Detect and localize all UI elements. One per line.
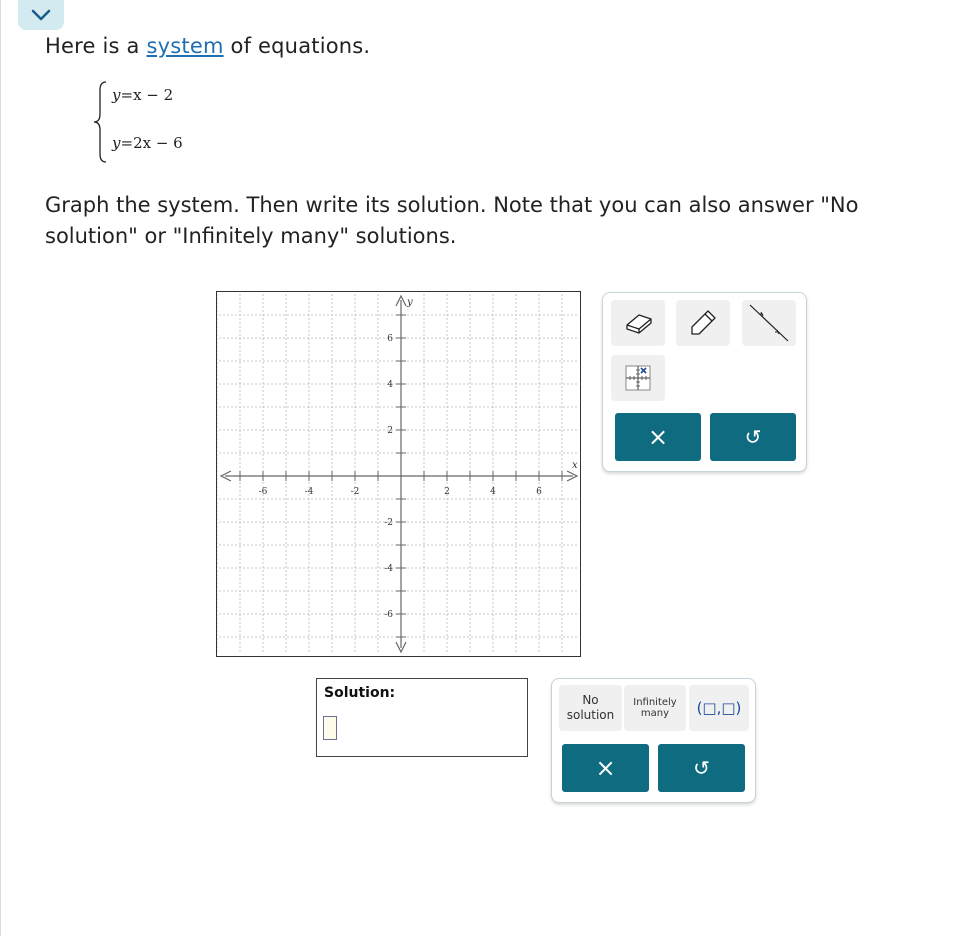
equation-system <box>92 80 232 164</box>
graph-tool-panel <box>602 292 807 472</box>
y-tick-label: 4 <box>387 380 393 390</box>
system-link[interactable]: system <box>146 34 224 58</box>
eraser-icon <box>621 311 655 335</box>
coordinate-grid[interactable] <box>217 292 580 656</box>
pencil-icon <box>688 308 718 338</box>
solution-box <box>316 678 528 757</box>
no-solution-button[interactable] <box>559 685 622 731</box>
intro-text <box>45 34 370 58</box>
y-tick-label: 2 <box>387 426 393 436</box>
infinitely-many-button[interactable] <box>624 685 686 731</box>
chevron-down-icon <box>30 8 52 22</box>
y-tick-label: -4 <box>384 564 393 574</box>
point-tool[interactable] <box>611 355 665 401</box>
equation-1: y=x − 2 <box>112 86 174 104</box>
no-solution-line-2: solution <box>566 708 615 722</box>
ordered-pair-label: (□,□) <box>696 699 742 717</box>
y-tick-label: 6 <box>387 334 393 344</box>
left-border <box>0 0 1 936</box>
line-tool[interactable] <box>742 300 796 346</box>
solution-options-panel <box>551 678 756 803</box>
no-solution-line-1: No <box>582 693 599 707</box>
y-tick-label: -6 <box>384 610 393 620</box>
close-icon: × <box>595 754 616 782</box>
x-tick-label: -4 <box>304 487 314 497</box>
x-axis-label: x <box>572 460 578 471</box>
undo-icon: ↺ <box>744 425 762 449</box>
graph-undo-button[interactable] <box>710 413 796 461</box>
x-tick-label: 6 <box>536 487 542 497</box>
graph-clear-button[interactable] <box>615 413 701 461</box>
point-grid-icon <box>624 364 652 392</box>
y-axis-label: y <box>407 297 413 308</box>
x-tick-label: 2 <box>444 487 450 497</box>
solution-clear-button[interactable] <box>562 744 649 792</box>
intro-suffix: of equations. <box>230 34 371 58</box>
graph-area[interactable] <box>216 291 581 657</box>
ordered-pair-button[interactable] <box>689 685 749 731</box>
intro-prefix: Here is a <box>45 34 140 58</box>
instructions-line-1: Graph the system. Then write its solution. Note that you can also answer "No <box>45 193 859 217</box>
instructions-line-2: solution" or "Infinitely many" solutions. <box>45 224 457 248</box>
undo-icon: ↺ <box>693 756 710 780</box>
x-tick-label: -2 <box>350 487 360 497</box>
y-tick-label: -2 <box>384 518 393 528</box>
x-tick-label: -6 <box>258 487 268 497</box>
infinitely-line-1: Infinitely <box>633 697 677 708</box>
instructions <box>45 190 964 252</box>
line-icon <box>746 303 792 343</box>
infinitely-line-2: many <box>640 708 670 719</box>
pencil-tool[interactable] <box>676 300 730 346</box>
eraser-tool[interactable] <box>611 300 665 346</box>
brace-icon <box>92 80 108 164</box>
solution-label: Solution: <box>324 685 396 701</box>
x-tick-label: 4 <box>490 487 496 497</box>
equation-2: y=2x − 6 <box>112 134 183 152</box>
solution-undo-button[interactable] <box>658 744 745 792</box>
collapse-toggle[interactable] <box>18 0 64 30</box>
close-icon: × <box>647 423 669 451</box>
solution-input[interactable] <box>323 716 337 740</box>
